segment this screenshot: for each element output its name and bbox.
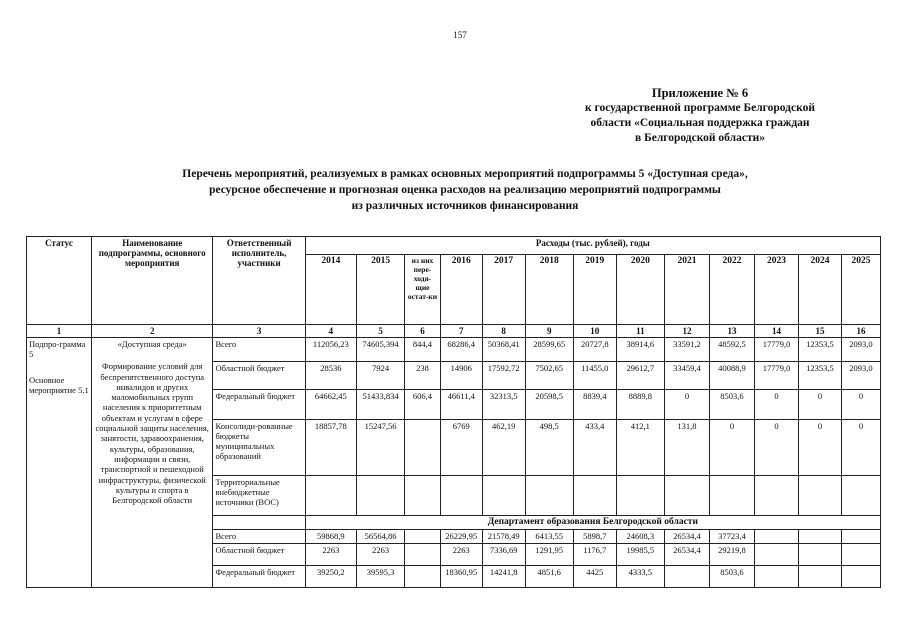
value-cell: 26534,4	[664, 530, 709, 544]
value-cell: 24608,3	[616, 530, 664, 544]
value-cell: 4333,5	[616, 566, 664, 588]
value-cell: 0	[709, 420, 754, 476]
value-cell: 32313,5	[482, 390, 525, 420]
value-cell: 844,4	[405, 338, 441, 362]
value-cell	[616, 476, 664, 516]
value-cell	[709, 476, 754, 516]
source-label: Консолиди-рованные бюджеты муниципальных образований	[213, 420, 305, 476]
value-cell: 0	[664, 390, 709, 420]
col-number: 13	[709, 325, 754, 338]
value-cell: 2093,0	[841, 362, 880, 390]
col-number: 12	[664, 325, 709, 338]
year-header: 2019	[573, 255, 616, 325]
value-cell	[799, 544, 842, 566]
col-number: 5	[356, 325, 404, 338]
value-cell: 5898,7	[573, 530, 616, 544]
value-cell: 59868,9	[305, 530, 356, 544]
col-number: 9	[525, 325, 573, 338]
year-header: 2025	[841, 255, 880, 325]
value-cell: 39595,3	[356, 566, 404, 588]
value-cell: 2263	[356, 544, 404, 566]
col-number: 6	[405, 325, 441, 338]
value-cell	[841, 476, 880, 516]
value-cell: 18360,95	[440, 566, 482, 588]
value-cell: 7924	[356, 362, 404, 390]
value-cell: 68286,4	[440, 338, 482, 362]
value-cell: 18857,78	[305, 420, 356, 476]
value-cell	[405, 530, 441, 544]
value-cell: 0	[755, 390, 799, 420]
value-cell: 17779,0	[755, 362, 799, 390]
document-heading	[130, 166, 800, 214]
value-cell: 606,4	[405, 390, 441, 420]
value-cell: 28599,65	[525, 338, 573, 362]
year-header: 2023	[755, 255, 799, 325]
value-cell	[356, 476, 404, 516]
value-cell	[664, 566, 709, 588]
value-cell: 26534,4	[664, 544, 709, 566]
value-cell: 29219,8	[709, 544, 754, 566]
value-cell: 17592,72	[482, 362, 525, 390]
department-title: Департамент образования Белгородской области	[305, 516, 880, 530]
value-cell: 8503,6	[709, 566, 754, 588]
heading-line-3: из различных источников финансирования	[351, 200, 579, 212]
value-cell: 46611,4	[440, 390, 482, 420]
value-cell: 17779,0	[755, 338, 799, 362]
value-cell: 33591,2	[664, 338, 709, 362]
value-cell: 412,1	[616, 420, 664, 476]
expenses-table	[26, 236, 881, 588]
value-cell: 74605,394	[356, 338, 404, 362]
col-number: 1	[27, 325, 92, 338]
value-cell: 21578,49	[482, 530, 525, 544]
value-cell	[664, 476, 709, 516]
value-cell: 6769	[440, 420, 482, 476]
year-header: 2021	[664, 255, 709, 325]
col-number: 2	[91, 325, 213, 338]
value-cell	[755, 530, 799, 544]
value-cell	[525, 476, 573, 516]
value-cell	[799, 476, 842, 516]
value-cell: 7502,65	[525, 362, 573, 390]
value-cell: 2263	[305, 544, 356, 566]
value-cell: 20598,5	[525, 390, 573, 420]
appendix-line-2: к государственной программе Белгородской	[585, 102, 815, 114]
value-cell	[482, 476, 525, 516]
value-cell: 1176,7	[573, 544, 616, 566]
value-cell: 15247,56	[356, 420, 404, 476]
value-cell	[305, 476, 356, 516]
year-header: 2024	[799, 255, 842, 325]
value-cell: 0	[799, 420, 842, 476]
value-cell: 64662,45	[305, 390, 356, 420]
value-cell: 1291,95	[525, 544, 573, 566]
value-cell: 37723,4	[709, 530, 754, 544]
col-number: 14	[755, 325, 799, 338]
value-cell: 8839,4	[573, 390, 616, 420]
source-label: Всего	[213, 338, 305, 362]
value-cell	[755, 566, 799, 588]
appendix-title: Приложение № 6	[651, 86, 749, 100]
value-cell: 39250,2	[305, 566, 356, 588]
value-cell	[440, 476, 482, 516]
value-cell: 8503,6	[709, 390, 754, 420]
source-label: Всего	[213, 530, 305, 544]
source-label: Областной бюджет	[213, 544, 305, 566]
col-number: 3	[213, 325, 305, 338]
name-cell	[91, 338, 213, 588]
value-cell	[799, 566, 842, 588]
value-cell: 50368,41	[482, 338, 525, 362]
value-cell: 51433,834	[356, 390, 404, 420]
value-cell: 112056,23	[305, 338, 356, 362]
table-row	[27, 338, 881, 362]
col-number: 4	[305, 325, 356, 338]
value-cell: 238	[405, 362, 441, 390]
header-expenses: Расходы (тыс. рублей), годы	[305, 237, 880, 255]
value-cell: 38914,6	[616, 338, 664, 362]
header-name: Наименование подпрограммы, основного мероприятия	[91, 237, 213, 325]
value-cell: 12353,5	[799, 362, 842, 390]
year-header-transfer: из них пере-ходя-щие остат-ки	[405, 255, 441, 325]
value-cell: 29612,7	[616, 362, 664, 390]
value-cell	[405, 476, 441, 516]
value-cell: 40088,9	[709, 362, 754, 390]
column-number-row	[27, 325, 881, 338]
year-header: 2015	[356, 255, 404, 325]
value-cell: 7336,69	[482, 544, 525, 566]
value-cell	[799, 530, 842, 544]
source-label: Федеральный бюджет	[213, 566, 305, 588]
value-cell: 4425	[573, 566, 616, 588]
value-cell: 14906	[440, 362, 482, 390]
value-cell: 131,8	[664, 420, 709, 476]
value-cell: 56564,86	[356, 530, 404, 544]
value-cell: 0	[755, 420, 799, 476]
col-number: 8	[482, 325, 525, 338]
source-label: Федеральный бюджет	[213, 390, 305, 420]
col-number: 11	[616, 325, 664, 338]
value-cell: 11455,0	[573, 362, 616, 390]
heading-line-1: Перечень мероприятий, реализуемых в рамках основных мероприятий подпрограммы 5 «Доступная среда»,	[182, 168, 748, 180]
value-cell	[405, 566, 441, 588]
value-cell: 26229,95	[440, 530, 482, 544]
year-header: 2020	[616, 255, 664, 325]
year-header: 2022	[709, 255, 754, 325]
value-cell	[405, 544, 441, 566]
appendix-header	[560, 86, 840, 146]
header-status: Статус	[27, 237, 92, 325]
year-header: 2018	[525, 255, 573, 325]
value-cell: 20727,8	[573, 338, 616, 362]
value-cell	[573, 476, 616, 516]
value-cell: 28536	[305, 362, 356, 390]
value-cell: 12353,5	[799, 338, 842, 362]
value-cell	[841, 530, 880, 544]
value-cell	[755, 544, 799, 566]
status-cell	[27, 338, 92, 588]
appendix-line-3: области «Социальная поддержка граждан	[590, 117, 810, 129]
value-cell: 8889,8	[616, 390, 664, 420]
value-cell	[841, 544, 880, 566]
value-cell: 462,19	[482, 420, 525, 476]
col-number: 15	[799, 325, 842, 338]
value-cell: 0	[841, 390, 880, 420]
subprogram-title: «Доступная среда»	[117, 339, 187, 349]
year-header: 2017	[482, 255, 525, 325]
heading-line-2: ресурсное обеспечение и прогнозная оценка расходов на реализацию мероприятий подпрограммы	[209, 184, 721, 196]
value-cell: 0	[799, 390, 842, 420]
value-cell	[755, 476, 799, 516]
value-cell: 19985,5	[616, 544, 664, 566]
year-header: 2016	[440, 255, 482, 325]
col-number: 16	[841, 325, 880, 338]
value-cell: 433,4	[573, 420, 616, 476]
col-number: 7	[440, 325, 482, 338]
page-number: 157	[453, 30, 467, 40]
status-main-activity: Основное мероприятие 5.1	[29, 375, 89, 395]
value-cell	[841, 566, 880, 588]
value-cell: 2263	[440, 544, 482, 566]
col-number: 10	[573, 325, 616, 338]
value-cell	[405, 420, 441, 476]
value-cell: 2093,0	[841, 338, 880, 362]
year-header: 2014	[305, 255, 356, 325]
header-executor: Ответственный исполнитель, участники	[213, 237, 305, 325]
subprogram-description: Формирование условий для беспрепятственного доступа инвалидов и других маломобильных групп населения к приоритетным объектам и услугам в сфере социальной защиты населения, занятости, здравоохранения, культуры, образования, информации и связи, транспортной и пешеходной инфраструктуры, физической культуры и спорта в Белгородской области	[95, 361, 209, 506]
value-cell: 48592,5	[709, 338, 754, 362]
source-label: Областной бюджет	[213, 362, 305, 390]
status-subprogram: Подпро-грамма 5	[29, 339, 86, 359]
value-cell: 14241,8	[482, 566, 525, 588]
value-cell: 6413,55	[525, 530, 573, 544]
value-cell: 498,5	[525, 420, 573, 476]
value-cell: 0	[841, 420, 880, 476]
source-label: Территориальные внебюджетные источники (ВОС)	[213, 476, 305, 516]
appendix-line-4: в Белгородской области»	[635, 132, 765, 144]
value-cell: 4851,6	[525, 566, 573, 588]
value-cell: 33459,4	[664, 362, 709, 390]
